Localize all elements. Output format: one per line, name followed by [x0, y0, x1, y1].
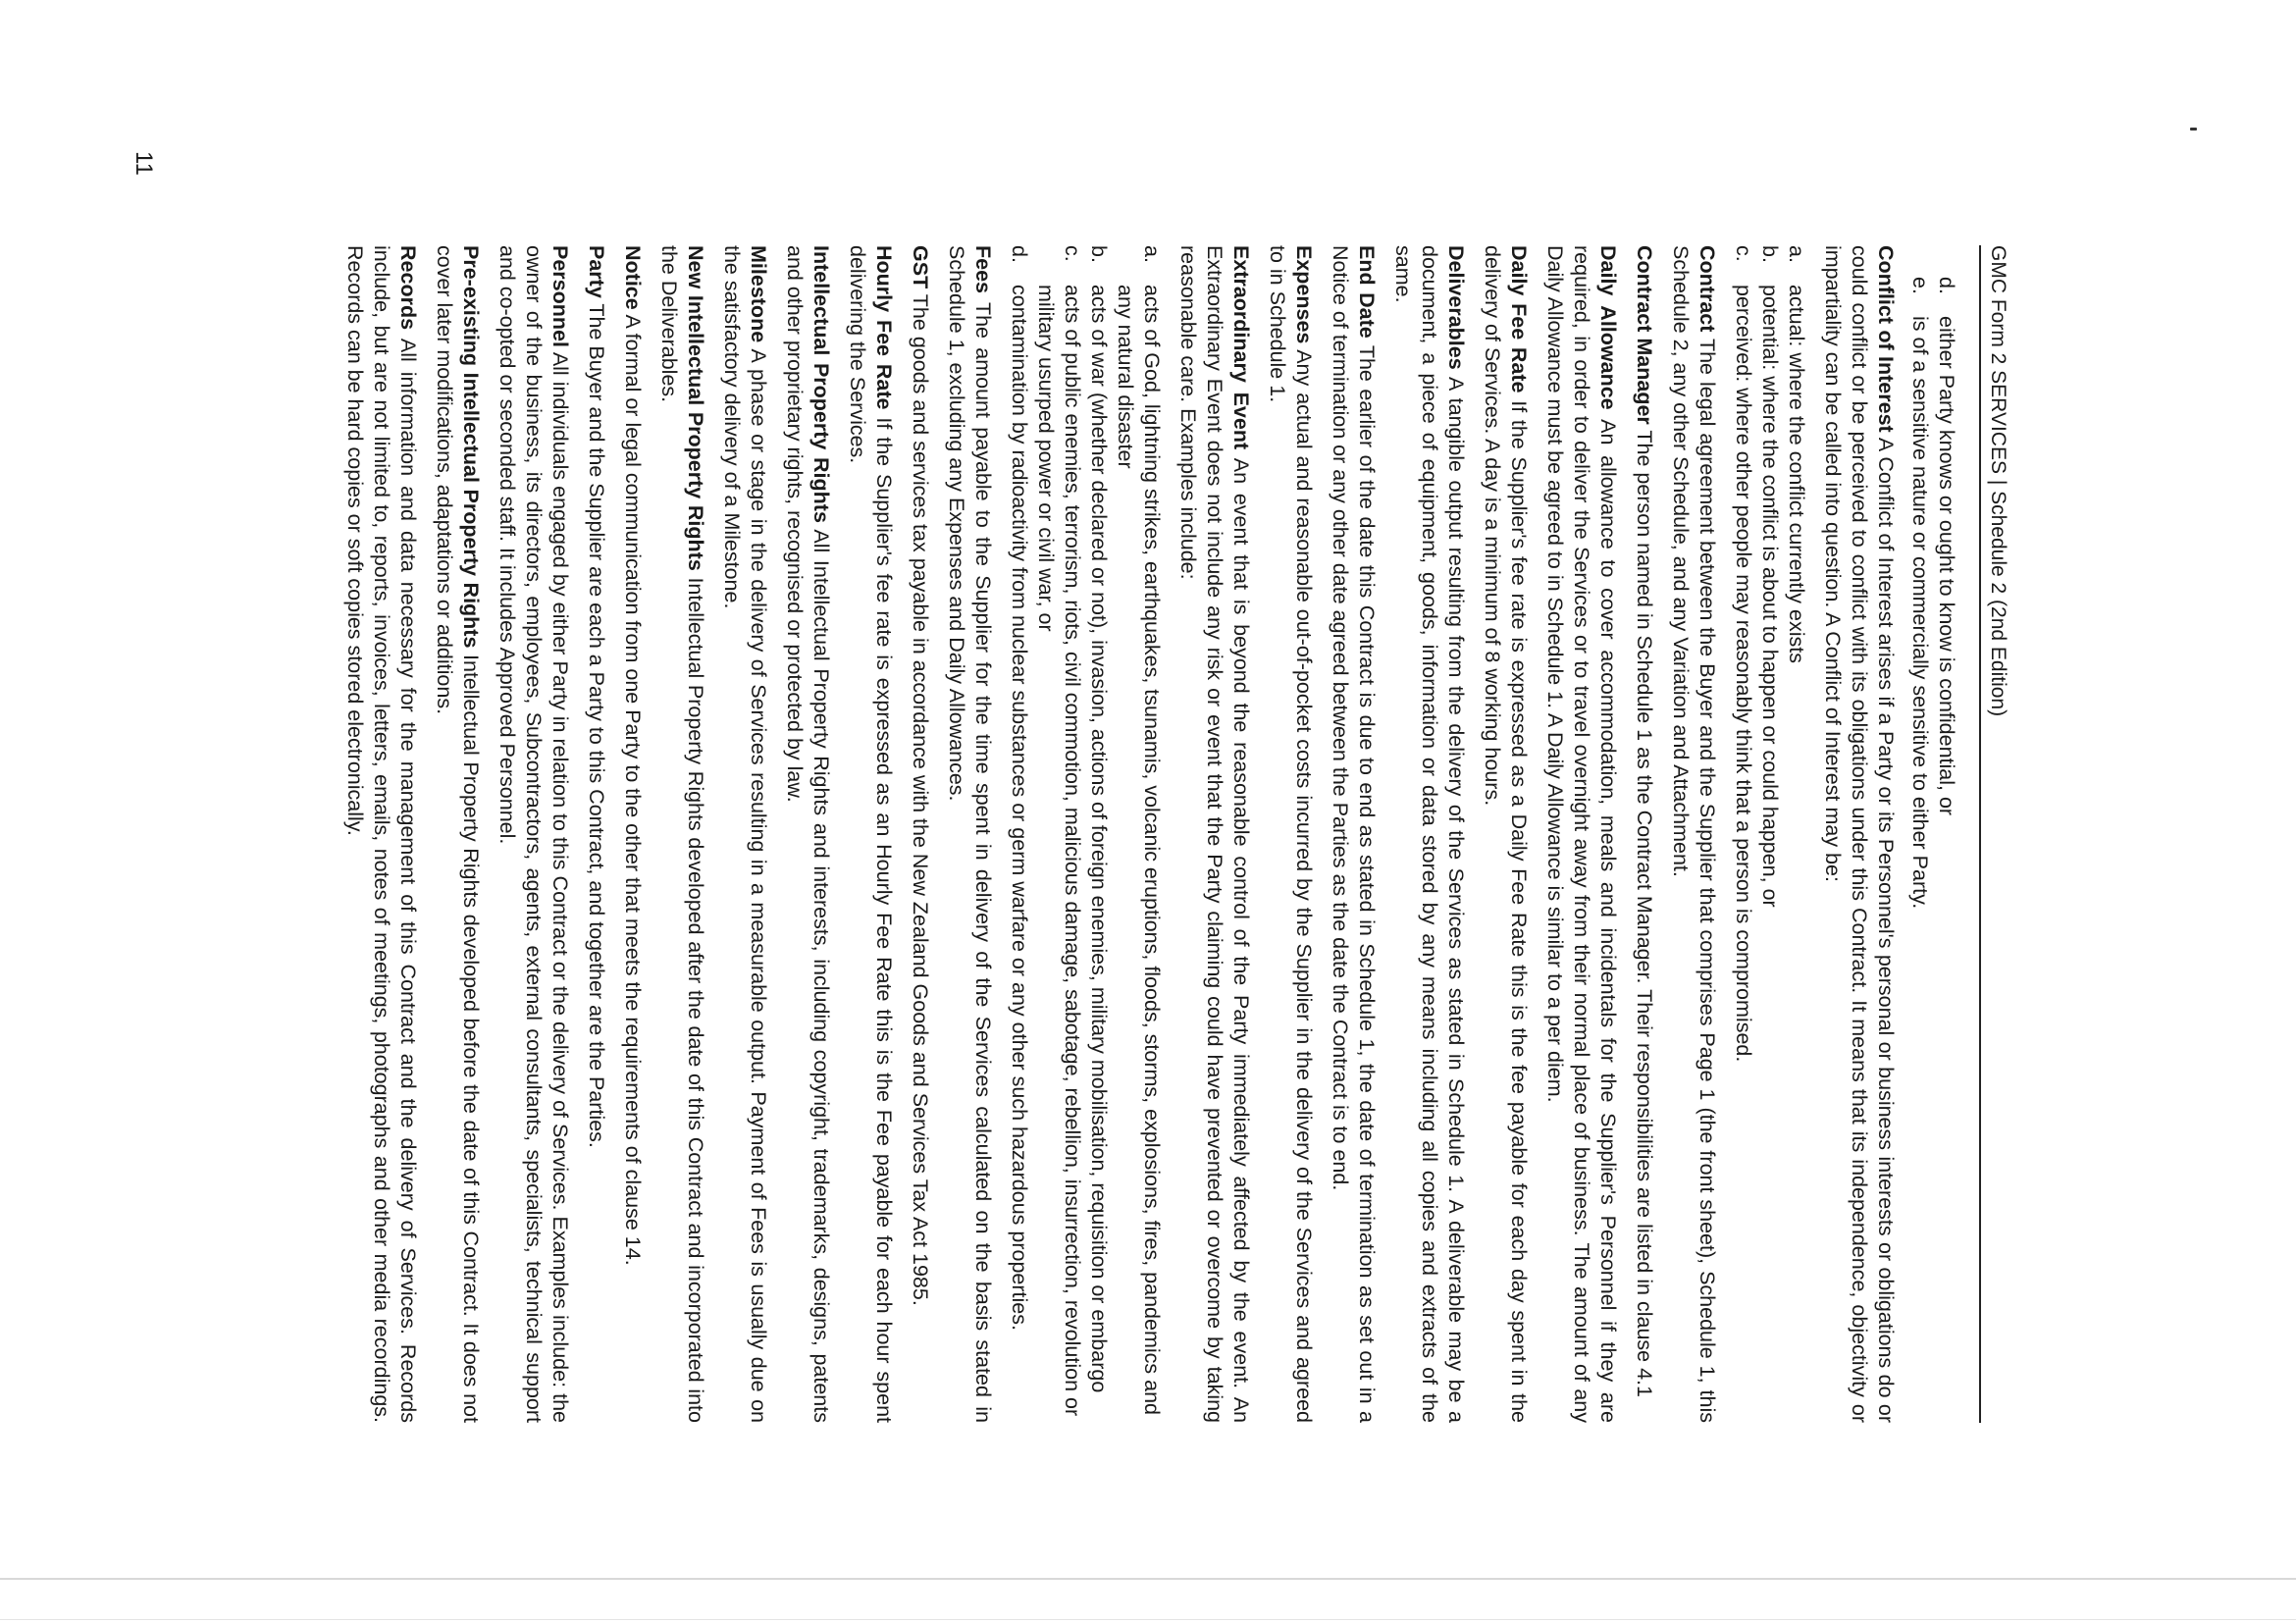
definition-text: A Conflict of Interest arises if a Party or its Personnel's personal or business interests or obligations do or could conflict or be perceived to conflict with its obligations under this Contract. It means that its independence, objectivity or impartiality can be called into question. A Conflict of Interest may be:: [1821, 245, 1898, 1424]
definition-text: The goods and services tax payable in accordance with the New Zealand Goods and Services Tax Act 1985.: [909, 293, 932, 1306]
list-item-marker: d.: [1008, 245, 1031, 263]
definition-term: Contract: [1696, 245, 1719, 333]
definition-entry: [943, 245, 996, 1423]
definition-term: Expenses: [1292, 245, 1316, 344]
list-item: [1756, 245, 1783, 1423]
definition-text: If the Supplier's fee rate is expressed as a Daily Fee Rate this is the fee payable for each day spent in the delivery of Services. A day is a minimum of 8 working hours.: [1481, 245, 1531, 1424]
definition-term: Daily Fee Rate: [1507, 245, 1531, 393]
definition-term: New Intellectual Property Rights: [684, 245, 707, 571]
definition-text: All Intellectual Property Rights and interests, including copyright, trademarks, designs, patents and other proprietary rights, recognised or protected by law.: [783, 245, 833, 1423]
list-item-text: contamination by radioactivity from nuclear substances or germ warfare or any other such hazardous properties.: [1008, 285, 1031, 1331]
list-item: [1006, 245, 1032, 1423]
definition-entry: [494, 245, 573, 1423]
definition-text: The amount payable to the Supplier for the time spent in delivery of the Services calculated on the basis stated in Schedule 1, excluding any Expenses and Daily Allowances.: [945, 245, 995, 1424]
definition-term: Contract Manager: [1633, 245, 1656, 425]
definition-entry: [1264, 245, 1317, 1423]
list-item: [1032, 245, 1085, 1423]
list-item: [1783, 245, 1809, 1423]
definition-text: All information and data necessary for the management of this Contract and the delivery of Services. Records include, but are not limited to, reports, invoices, letters, emails, notes of meetings, photographs and other media recordings. Records can be hard copies or soft copies stored electronically.: [343, 245, 420, 1423]
opening-list: [1906, 277, 1959, 1423]
list-item-text: is of a sensitive nature or commercially sensitive to either Party.: [1908, 316, 1932, 910]
definition-term: Notice: [621, 245, 645, 310]
definition-entry: [1819, 245, 1899, 1423]
list-item-marker: e.: [1908, 277, 1932, 294]
list-item: [1085, 245, 1112, 1423]
definition-sublist: [1006, 245, 1165, 1423]
list-item-text: potential: where the conflict is about to happen or could happen, or: [1758, 285, 1782, 908]
definition-entry: [1541, 245, 1621, 1423]
list-item-marker: c.: [1061, 245, 1084, 262]
definition-term: Records: [396, 245, 420, 331]
list-item-marker: a.: [1140, 245, 1164, 263]
definition-text: Intellectual Property Rights developed before the date of this Contract. It does not cover later modifications, adaptations or additions.: [433, 245, 483, 1423]
definition-text: An event that is beyond the reasonable control of the Party immediately affected by the event. An Extraordinary Event does not include any risk or event that the Party claiming could have prevented or overcome by taking reasonable care. Examples include:: [1176, 245, 1253, 1423]
list-item-marker: b.: [1087, 245, 1111, 263]
definition-entry: [431, 245, 484, 1423]
definition-term: Milestone: [747, 245, 770, 343]
page-header: GMC Form 2 SERVICES | Schedule 2 (2nd Edition): [1979, 245, 2011, 1423]
definition-term: Hourly Fee Rate: [872, 245, 896, 410]
definition-term: Daily Allowance: [1596, 245, 1620, 410]
list-item: [1906, 277, 1933, 1423]
definition-entry: [583, 245, 609, 1423]
definition-term: Party: [585, 245, 608, 298]
definition-text: The legal agreement between the Buyer and the Supplier that comprises Page 1 (the front sheet), Schedule 1, this Schedule 2, any other Schedule, and any Variation and Attachment.: [1669, 245, 1719, 1423]
definition-text: A formal or legal communication from one Party to the other that meets the requirements of clause 14.: [621, 314, 645, 1266]
definition-term: Fees: [971, 245, 995, 294]
definition-text: The Buyer and the Supplier are each a Party to this Contract, and together are the Parties.: [585, 303, 608, 1148]
definition-entry: [1174, 245, 1254, 1423]
list-item-marker: b.: [1758, 245, 1782, 263]
list-item-marker: d.: [1935, 277, 1958, 294]
definition-text: A tangible output resulting from the delivery of the Services as stated in Schedule 1. A deliverable may be a document, a piece of equipment, goods, information or data stored by any means including all copies and extracts of the same.: [1391, 245, 1468, 1423]
definition-entry: [1631, 245, 1657, 1423]
definition-entry: [341, 245, 421, 1423]
definition-term: Conflict of Interest: [1874, 245, 1898, 433]
definition-term: Extraordinary Event: [1229, 245, 1253, 450]
definition-text: A phase or stage in the delivery of Services resulting in a measurable output. Payment of Fees is usually due on the satisfactory delivery of a Milestone.: [720, 245, 770, 1423]
list-item-text: acts of public enemies, terrorism, riots, civil commotion, malicious damage, sabotage, rebellion, insurrection, revolution or military usurped power or civil war, or: [1034, 285, 1084, 1417]
definition-term: Deliverables: [1444, 245, 1468, 370]
list-item-text: either Party knows or ought to know is confidential, or: [1935, 316, 1958, 816]
definition-term: Personnel: [548, 245, 572, 347]
definition-entry: [781, 245, 834, 1423]
definition-entry: [1667, 245, 1720, 1423]
list-item: [1933, 277, 1959, 1423]
definition-term: GST: [909, 245, 932, 289]
definition-entry: [718, 245, 771, 1423]
definition-entry: [655, 245, 708, 1423]
page-number: 11: [130, 151, 157, 176]
definition-term: Pre-existing Intellectual Property Rights: [459, 245, 483, 649]
list-item-text: perceived: where other people may reasonably think that a person is compromised.: [1732, 285, 1755, 1063]
definitions-list: [341, 245, 1899, 1423]
definition-term: End Date: [1355, 245, 1379, 339]
definition-text: The person named in Schedule 1 as the Contract Manager. Their responsibilities are listed in clause 4.1: [1633, 430, 1656, 1397]
definition-entry: [907, 245, 933, 1423]
definition-entry: [1479, 245, 1532, 1423]
definition-entry: [1327, 245, 1380, 1423]
list-item-marker: c.: [1732, 245, 1755, 262]
definition-text: If the Supplier's fee rate is expressed as an Hourly Fee Rate this is the Fee payable for each hour spent delivering the Services.: [846, 245, 896, 1423]
list-item-text: acts of God, lightning strikes, earthquakes, tsunamis, volcanic eruptions, floods, storms, explosions, fires, pandemics and any natural disaster: [1114, 285, 1164, 1416]
definition-term: Intellectual Property Rights: [809, 245, 833, 523]
definition-entry: [619, 245, 646, 1423]
list-item: [1112, 245, 1165, 1423]
list-item-marker: a.: [1785, 245, 1808, 263]
list-item: [1730, 245, 1756, 1423]
definition-text: The earlier of the date this Contract is due to end as stated in Schedule 1, the date of termination as set out in a Notice of termination or any other date agreed between the Parties as the date the Contract is to end.: [1329, 245, 1379, 1423]
definition-text: All individuals engaged by either Party in relation to this Contract or the delivery of Services. Examples include: the owner of the business, its directors, employees, Subcontractors, agents, external consultants, specialists, technical support and co-opted or seconded staff. It includes Approved Personnel.: [496, 245, 572, 1423]
definition-sublist: [1730, 245, 1809, 1423]
definition-text: Any actual and reasonable out-of-pocket costs incurred by the Supplier in the delivery of the Services and agreed to in Schedule 1.: [1266, 245, 1316, 1424]
list-item-text: acts of war (whether declared or not), invasion, actions of foreign enemies, military mobilisation, requisition or embargo: [1087, 285, 1111, 1393]
list-item-text: actual: where the conflict currently exists: [1785, 285, 1808, 663]
definition-entry: [1389, 245, 1469, 1423]
definition-text: Intellectual Property Rights developed after the date of this Contract and incorporated into the Deliverables.: [657, 245, 707, 1423]
definition-text: An allowance to cover accommodation, meals and incidentals for the Supplier's Personnel if they are required, in order to deliver the Services or to travel overnight away from their normal place of business. The amount of any Daily Allowance must be agreed to in Schedule 1. A Daily Allowance is similar to a per diem.: [1543, 245, 1620, 1424]
definition-entry: [844, 245, 897, 1423]
page-content: [332, 245, 2011, 1423]
